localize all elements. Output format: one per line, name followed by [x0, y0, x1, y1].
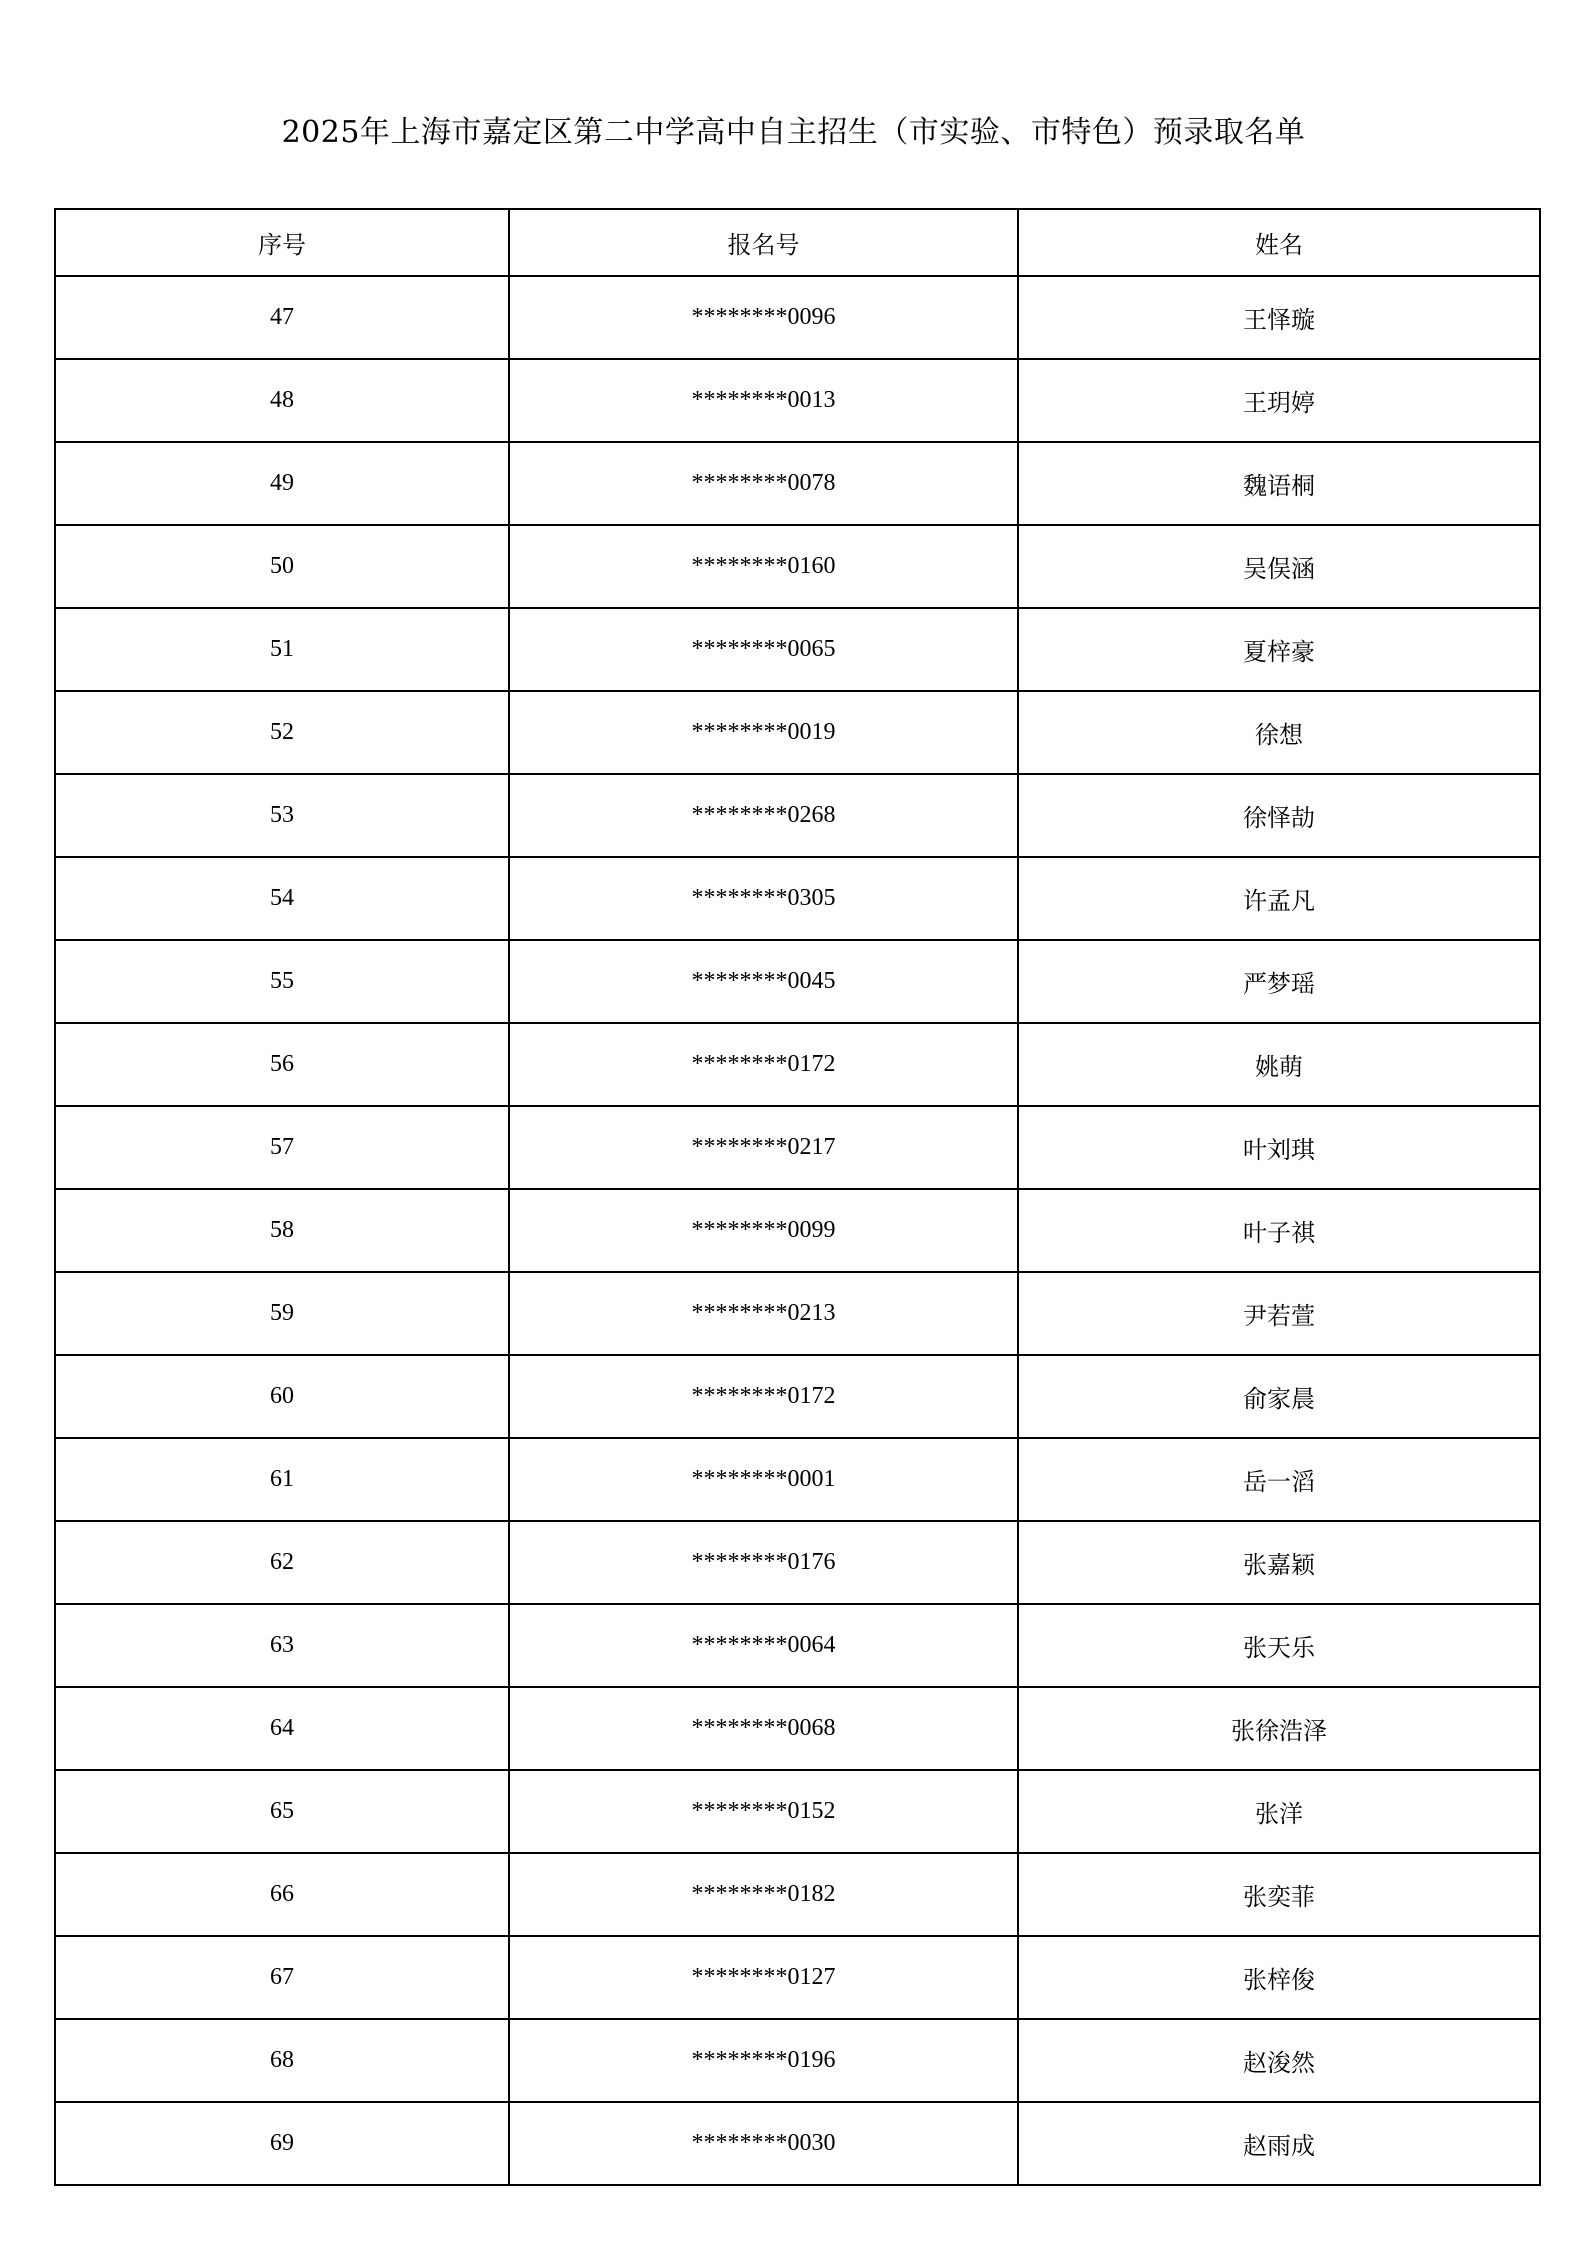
row-registration-number: ********0078 [509, 442, 1018, 525]
row-seq: 57 [55, 1106, 509, 1189]
row-name: 俞家晨 [1018, 1355, 1540, 1438]
row-seq: 64 [55, 1687, 509, 1770]
table-row [55, 359, 1540, 442]
row-registration-number: ********0068 [509, 1687, 1018, 1770]
row-registration-number: ********0217 [509, 1106, 1018, 1189]
row-registration-number: ********0305 [509, 857, 1018, 940]
row-registration-number: ********0045 [509, 940, 1018, 1023]
row-registration-number: ********0096 [509, 276, 1018, 359]
row-name: 张洋 [1018, 1770, 1540, 1853]
row-registration-number: ********0064 [509, 1604, 1018, 1687]
row-seq: 52 [55, 691, 509, 774]
row-registration-number: ********0172 [509, 1355, 1018, 1438]
row-name: 徐怿劼 [1018, 774, 1540, 857]
table-row [55, 1687, 1540, 1770]
row-registration-number: ********0176 [509, 1521, 1018, 1604]
row-registration-number: ********0182 [509, 1853, 1018, 1936]
row-name: 尹若萱 [1018, 1272, 1540, 1355]
row-name: 张奕菲 [1018, 1853, 1540, 1936]
row-seq: 62 [55, 1521, 509, 1604]
row-name: 叶子祺 [1018, 1189, 1540, 1272]
table-row [55, 1936, 1540, 2019]
row-name: 赵雨成 [1018, 2102, 1540, 2185]
admission-table [54, 208, 1541, 2186]
row-seq: 63 [55, 1604, 509, 1687]
table-row [55, 1521, 1540, 1604]
table-row [55, 608, 1540, 691]
row-name: 魏语桐 [1018, 442, 1540, 525]
row-registration-number: ********0030 [509, 2102, 1018, 2185]
row-seq: 60 [55, 1355, 509, 1438]
table-row [55, 1355, 1540, 1438]
row-seq: 58 [55, 1189, 509, 1272]
row-registration-number: ********0268 [509, 774, 1018, 857]
row-registration-number: ********0065 [509, 608, 1018, 691]
row-seq: 65 [55, 1770, 509, 1853]
header-seq: 序号 [55, 209, 509, 276]
row-registration-number: ********0196 [509, 2019, 1018, 2102]
row-registration-number: ********0172 [509, 1023, 1018, 1106]
row-name: 夏梓豪 [1018, 608, 1540, 691]
row-seq: 67 [55, 1936, 509, 2019]
row-name: 王玥婷 [1018, 359, 1540, 442]
row-name: 叶刘琪 [1018, 1106, 1540, 1189]
row-registration-number: ********0127 [509, 1936, 1018, 2019]
row-name: 吴俣涵 [1018, 525, 1540, 608]
row-seq: 49 [55, 442, 509, 525]
table-header-row [55, 209, 1540, 276]
row-seq: 69 [55, 2102, 509, 2185]
table-row [55, 1853, 1540, 1936]
row-registration-number: ********0099 [509, 1189, 1018, 1272]
table-row [55, 691, 1540, 774]
table-row [55, 857, 1540, 940]
table-row [55, 1023, 1540, 1106]
row-seq: 53 [55, 774, 509, 857]
table-row [55, 2102, 1540, 2185]
row-name: 张嘉颖 [1018, 1521, 1540, 1604]
row-seq: 48 [55, 359, 509, 442]
table-row [55, 774, 1540, 857]
row-seq: 59 [55, 1272, 509, 1355]
row-seq: 61 [55, 1438, 509, 1521]
row-registration-number: ********0001 [509, 1438, 1018, 1521]
row-seq: 55 [55, 940, 509, 1023]
row-name: 岳一滔 [1018, 1438, 1540, 1521]
table-row [55, 2019, 1540, 2102]
row-registration-number: ********0152 [509, 1770, 1018, 1853]
row-name: 严梦瑶 [1018, 940, 1540, 1023]
row-name: 王怿璇 [1018, 276, 1540, 359]
row-registration-number: ********0213 [509, 1272, 1018, 1355]
table-row [55, 525, 1540, 608]
table-row [55, 276, 1540, 359]
row-registration-number: ********0019 [509, 691, 1018, 774]
table-row [55, 940, 1540, 1023]
row-seq: 47 [55, 276, 509, 359]
table-row [55, 1438, 1540, 1521]
document-title: 2025年上海市嘉定区第二中学高中自主招生（市实验、市特色）预录取名单 [281, 115, 1306, 150]
table-row [55, 1272, 1540, 1355]
table-row [55, 442, 1540, 525]
table-row [55, 1189, 1540, 1272]
row-name: 张天乐 [1018, 1604, 1540, 1687]
row-name: 姚萌 [1018, 1023, 1540, 1106]
row-seq: 51 [55, 608, 509, 691]
row-seq: 54 [55, 857, 509, 940]
row-registration-number: ********0160 [509, 525, 1018, 608]
row-name: 徐想 [1018, 691, 1540, 774]
row-name: 张梓俊 [1018, 1936, 1540, 2019]
row-name: 许孟凡 [1018, 857, 1540, 940]
row-seq: 56 [55, 1023, 509, 1106]
header-registration-number: 报名号 [509, 209, 1018, 276]
row-registration-number: ********0013 [509, 359, 1018, 442]
table-row [55, 1106, 1540, 1189]
table-row [55, 1604, 1540, 1687]
row-name: 赵浚然 [1018, 2019, 1540, 2102]
row-seq: 68 [55, 2019, 509, 2102]
row-seq: 50 [55, 525, 509, 608]
row-seq: 66 [55, 1853, 509, 1936]
table-body [55, 276, 1540, 2185]
header-name: 姓名 [1018, 209, 1540, 276]
table-row [55, 1770, 1540, 1853]
row-name: 张徐浩泽 [1018, 1687, 1540, 1770]
